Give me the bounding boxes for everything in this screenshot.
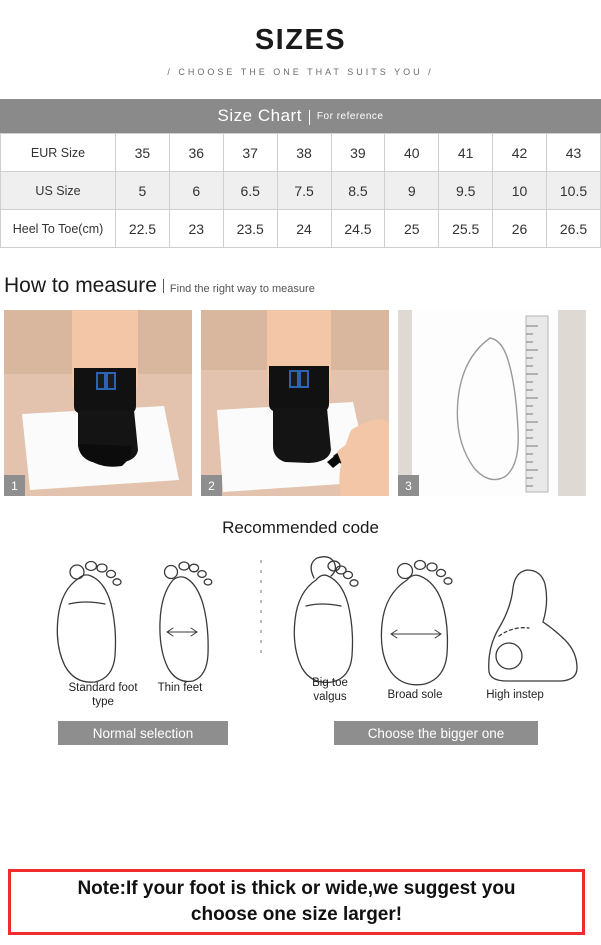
cell-htt-1: 23: [169, 210, 223, 248]
cell-htt-2: 23.5: [223, 210, 277, 248]
cell-eur-4: 39: [331, 134, 385, 172]
cell-us-3: 7.5: [277, 172, 331, 210]
banner-divider: [309, 110, 310, 125]
recommended-title: Recommended code: [222, 518, 379, 537]
caption-thin-feet: Thin feet: [157, 682, 203, 694]
size-chart-banner: [0, 99, 601, 133]
caption-broad-sole: Broad sole: [387, 689, 443, 701]
measure-steps: [0, 310, 601, 496]
heading-divider: [163, 279, 164, 293]
note-box: [8, 869, 585, 935]
table-row: [1, 134, 601, 172]
cell-eur-6: 41: [439, 134, 493, 172]
cell-htt-8: 26.5: [547, 210, 601, 248]
size-chart-banner-subtitle: For reference: [316, 110, 384, 122]
cell-us-6: 9.5: [439, 172, 493, 210]
size-chart-section: [0, 99, 601, 248]
caption-big-toe-valgus: Big toe valgus: [312, 677, 348, 704]
cell-htt-6: 25.5: [439, 210, 493, 248]
step-2-illustration: [201, 310, 389, 496]
cell-htt-0: 22.5: [116, 210, 170, 248]
measure-step-2-photo: [201, 310, 389, 496]
size-chart-banner-title: Size Chart: [217, 106, 302, 125]
caption-standard-foot: Standard foot type: [68, 682, 138, 709]
row-label-heel-to-toe: Heel To Toe(cm): [1, 210, 116, 248]
note-line-1: Note:If your foot is thick or wide,we suggest you: [77, 878, 516, 900]
cell-us-2: 6.5: [223, 172, 277, 210]
pill-choose-bigger-one[interactable]: Choose the bigger one: [334, 721, 538, 745]
cell-us-4: 8.5: [331, 172, 385, 210]
row-label-us: US Size: [1, 172, 116, 210]
cell-us-0: 5: [116, 172, 170, 210]
size-chart-table: [0, 133, 601, 248]
cell-eur-0: 35: [116, 134, 170, 172]
measure-step-3-photo: [398, 310, 586, 496]
step-badge-2: 2: [201, 475, 222, 496]
step-1-illustration: [4, 310, 192, 496]
caption-high-instep: High instep: [486, 689, 544, 701]
step-badge-1: 1: [4, 475, 25, 496]
how-to-measure-title: How to measure: [4, 274, 157, 297]
cell-eur-7: 42: [493, 134, 547, 172]
table-row: [1, 172, 601, 210]
cell-us-5: 9: [385, 172, 439, 210]
cell-us-1: 6: [169, 172, 223, 210]
cell-eur-5: 40: [385, 134, 439, 172]
cell-eur-3: 38: [277, 134, 331, 172]
cell-htt-7: 26: [493, 210, 547, 248]
note-line-2: choose one size larger!: [190, 904, 403, 925]
table-row: [1, 210, 601, 248]
how-to-measure-heading: [4, 274, 601, 298]
cell-eur-1: 36: [169, 134, 223, 172]
pill-normal-selection[interactable]: Normal selection: [58, 721, 228, 745]
recommended-diagram: [0, 544, 601, 749]
cell-eur-8: 43: [547, 134, 601, 172]
cell-htt-3: 24: [277, 210, 331, 248]
cell-htt-4: 24.5: [331, 210, 385, 248]
cell-us-8: 10.5: [547, 172, 601, 210]
step-badge-3: 3: [398, 475, 419, 496]
row-label-eur: EUR Size: [1, 134, 116, 172]
cell-eur-2: 37: [223, 134, 277, 172]
how-to-measure-subtitle: Find the right way to measure: [169, 283, 315, 295]
page-title: SIZES: [254, 24, 347, 56]
measure-step-1-photo: [4, 310, 192, 496]
step-3-illustration: [398, 310, 586, 496]
cell-htt-5: 25: [385, 210, 439, 248]
cell-us-7: 10: [493, 172, 547, 210]
page-subtitle: / CHOOSE THE ONE THAT SUITS YOU /: [167, 67, 434, 77]
